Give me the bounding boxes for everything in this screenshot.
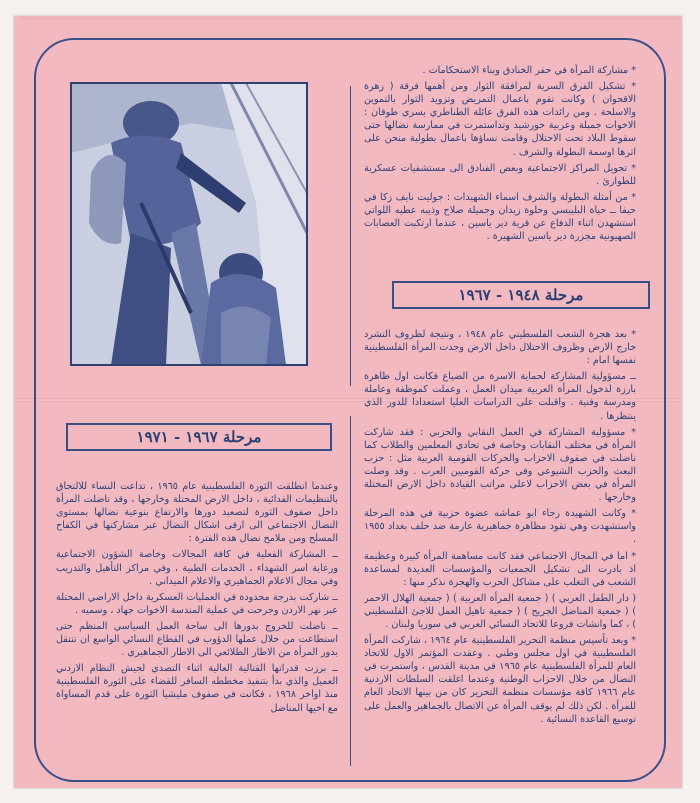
historical-photo: [70, 82, 308, 366]
paragraph: * وبعد تأسيس منظمة التحرير الفلسطينية عام ١٩٦٤ ، شاركت المرأة الفلسطينية في اول مجلس وطني . وعقدت المؤتمر الاول للاتحاد العام للمرأة الفلسطينية عام ١٩٦٥ في مدينة القدس ، واستمرت في النضال من خلال الاحزاب الوطنية وعندما اغلقت السلطات الاردنية عام ١٩٦٦ كافة مؤسسات منظمة التحرير كان من بينها الاتحاد العام للمرأة . لكن ذلك لم يوقف المرأة عن الاتصال بالجماهير والعمل على توسيع القاعدة النسائية .: [364, 635, 636, 725]
section-heading-1948-1967: مرحلة ١٩٤٨ - ١٩٦٧: [392, 281, 650, 309]
paragraph: * وكانت الشهيدة رجاء ابو عماشه عضوة حزبية في هذه المرحلة واستشهدت وهي تقود مظاهرة جماهيرية عارمة ضد حلف بغداد ١٩٥٥ .: [364, 508, 636, 546]
section-heading-1967-1971: مرحلة ١٩٦٧ - ١٩٧١: [66, 423, 332, 451]
right-column-bottom: [364, 328, 636, 758]
paragraph: ــ ناضلت للخروج بدورها الى ساحة العمل السياسي المنظم حتى استطاعت من خلال عملها الدؤوب في القطاع النسائي الواسع ان تنتقل بدور المرأة من الاطار الطلائعي الى الاطار الجماهيري .: [56, 620, 338, 659]
photo-image: [71, 83, 307, 365]
paragraph: * مشاركة المرأة في حفر الخنادق وبناء الاستحكامات .: [422, 65, 636, 76]
paragraph: * تشكيل الفرق السرية لمرافقة الثوار ومن أهمها فرقة ( زهرة الاقحوان ) وكانت تقوم باعمال التمريض وتزويد الثوار بالتموين والاسلحة . ومن رائدات هذه الفرق عائلة الطناطري بسري طوقان : الاخوات جميلة وعربية خورشيد وتداستمرت في ممارسة نضالها حتى سقوط البلاد تحت الاحتلال وقامت نساؤها باعمال بطولية منحن على اثرها اوسمة البطولة والشرف .: [364, 81, 636, 158]
left-column-bottom: [56, 480, 338, 770]
right-column-top: [364, 64, 636, 276]
paragraph: * مسؤولية المشاركة في العمل النقابي والحزبي : فقد شاركت المرأة في مختلف النقابات وخاصة في تحادي المعلمين والطلاب كما ناضلت في صفوف الاحزاب والحركات القومية العربية مثل : حزب البعث والحزب الشيوعي وفي حركة القوميين العرب . وقد وصلت المرأة في بعض الاحزاب لاعلى مراتب القيادة داخل الارض المحتلة وخارجها .: [364, 426, 636, 504]
document-page: [14, 16, 682, 788]
paragraph: * بعد هجرة الشعب الفلسطيني عام ١٩٤٨ ، ونتيجة لظروف التشرد خارج الارض وظروف الاحتلال داخل الارض وجدت المرأة الفلسطينية نفسها امام :: [364, 329, 636, 367]
column-divider-bottom: [350, 416, 351, 766]
paragraph: ( دار الطفل العربي ) ( جمعية المرأة العربية ) ( جمعية الهلال الاحمر ) ( جمعية المناضل الجريح ) ( جمعية تاهيل العمل للاجئ الفلسطيني ) ، كما وانشات فروعا للاتحاد النسائي العربي في سوريا ولبنان .: [364, 592, 636, 630]
paragraph: ــ المشاركة الفعلية في كافة المجالات وخاصة الشؤون الاجتماعية ورعاية اسر الشهداء ، الخدمات الطبية ، وفي مراكز التأهيل والتدريب وفي مجال الاعلام الجماهيري والاعلام الميداني .: [56, 549, 338, 587]
paragraph: * اما في المجال الاجتماعي فقد كانت مساهمة المرأة كبيرة وعظيمة اذ بادرت الى تشكيل الجمعيات والمؤسسات العديدة لمساعدة الشعب في التغلب على مشاكل الحرب والهجرة نذكر منها :: [364, 550, 636, 588]
paragraph: * من أمثلة البطولة والشرف اسماء الشهيدات : جوليت نايف زكا في حيفا ــ حياة البليبسي وحلوة زيدان وجميلة صلاح وذيبه عطيه اللواتي استشهدن اثناء الدفاع عن قرية دير ياسين ، عندما ارتكبت العصابات الصهيونية مجزرة دير ياسين الشهيرة .: [364, 191, 636, 243]
paragraph: ــ مسؤولية المشاركة لحماية الاسرة من الضياع فكانت اول ظاهرة بارزة لدخول المرأة العربية ميدان العمل ، وعملت كموظفة وعاملة ومدرسة وفنية . واقبلت على الدراسات العليا استعدادا للدور الذي ينتظرها .: [364, 371, 636, 422]
column-divider-top: [350, 86, 351, 386]
paragraph: ــ برزت قدراتها القتالية العالية اثناء التصدي لجيش النظام الاردني العميل والذي بدأ بتنفيذ مخططه السافر للقضاء على الثورة الفلسطينية منذ اواخر ١٩٦٨ ، فكانت في صفوف مليشيا الثورة على قدم المساواة مع اخيها المناضل: [56, 663, 338, 714]
paragraph: * تحويل المراكز الاجتماعية وبعض الفنادق الى مستشفيات عسكرية للطوارئ .: [364, 162, 636, 187]
paragraph: وعندما انطلقت الثورة الفلسطينية عام ١٩٦٥ ، تداعت النساء للالتحاق بالتنظيمات الفدائية ، داخل الارض المحتلة وخارجها ، وقد ناضلت المرأة داخل صفوف الثورة لتصعيد دورها والارتفاع بنوعية نضالها بمستوى النضال الاجتماعي الى ارقى اشكال النضال عبر مشاركتها في الكفاح المسلح ومن ملامح نضال هذه الفترة :: [56, 481, 338, 545]
paragraph: ــ شاركت بدرجة محدودة في العمليات العسكرية داخل الاراضي المحتلة عبر نهر الاردن وجرحت في عملية المندسة الاخوات جهاد ، وسميه .: [56, 591, 338, 616]
